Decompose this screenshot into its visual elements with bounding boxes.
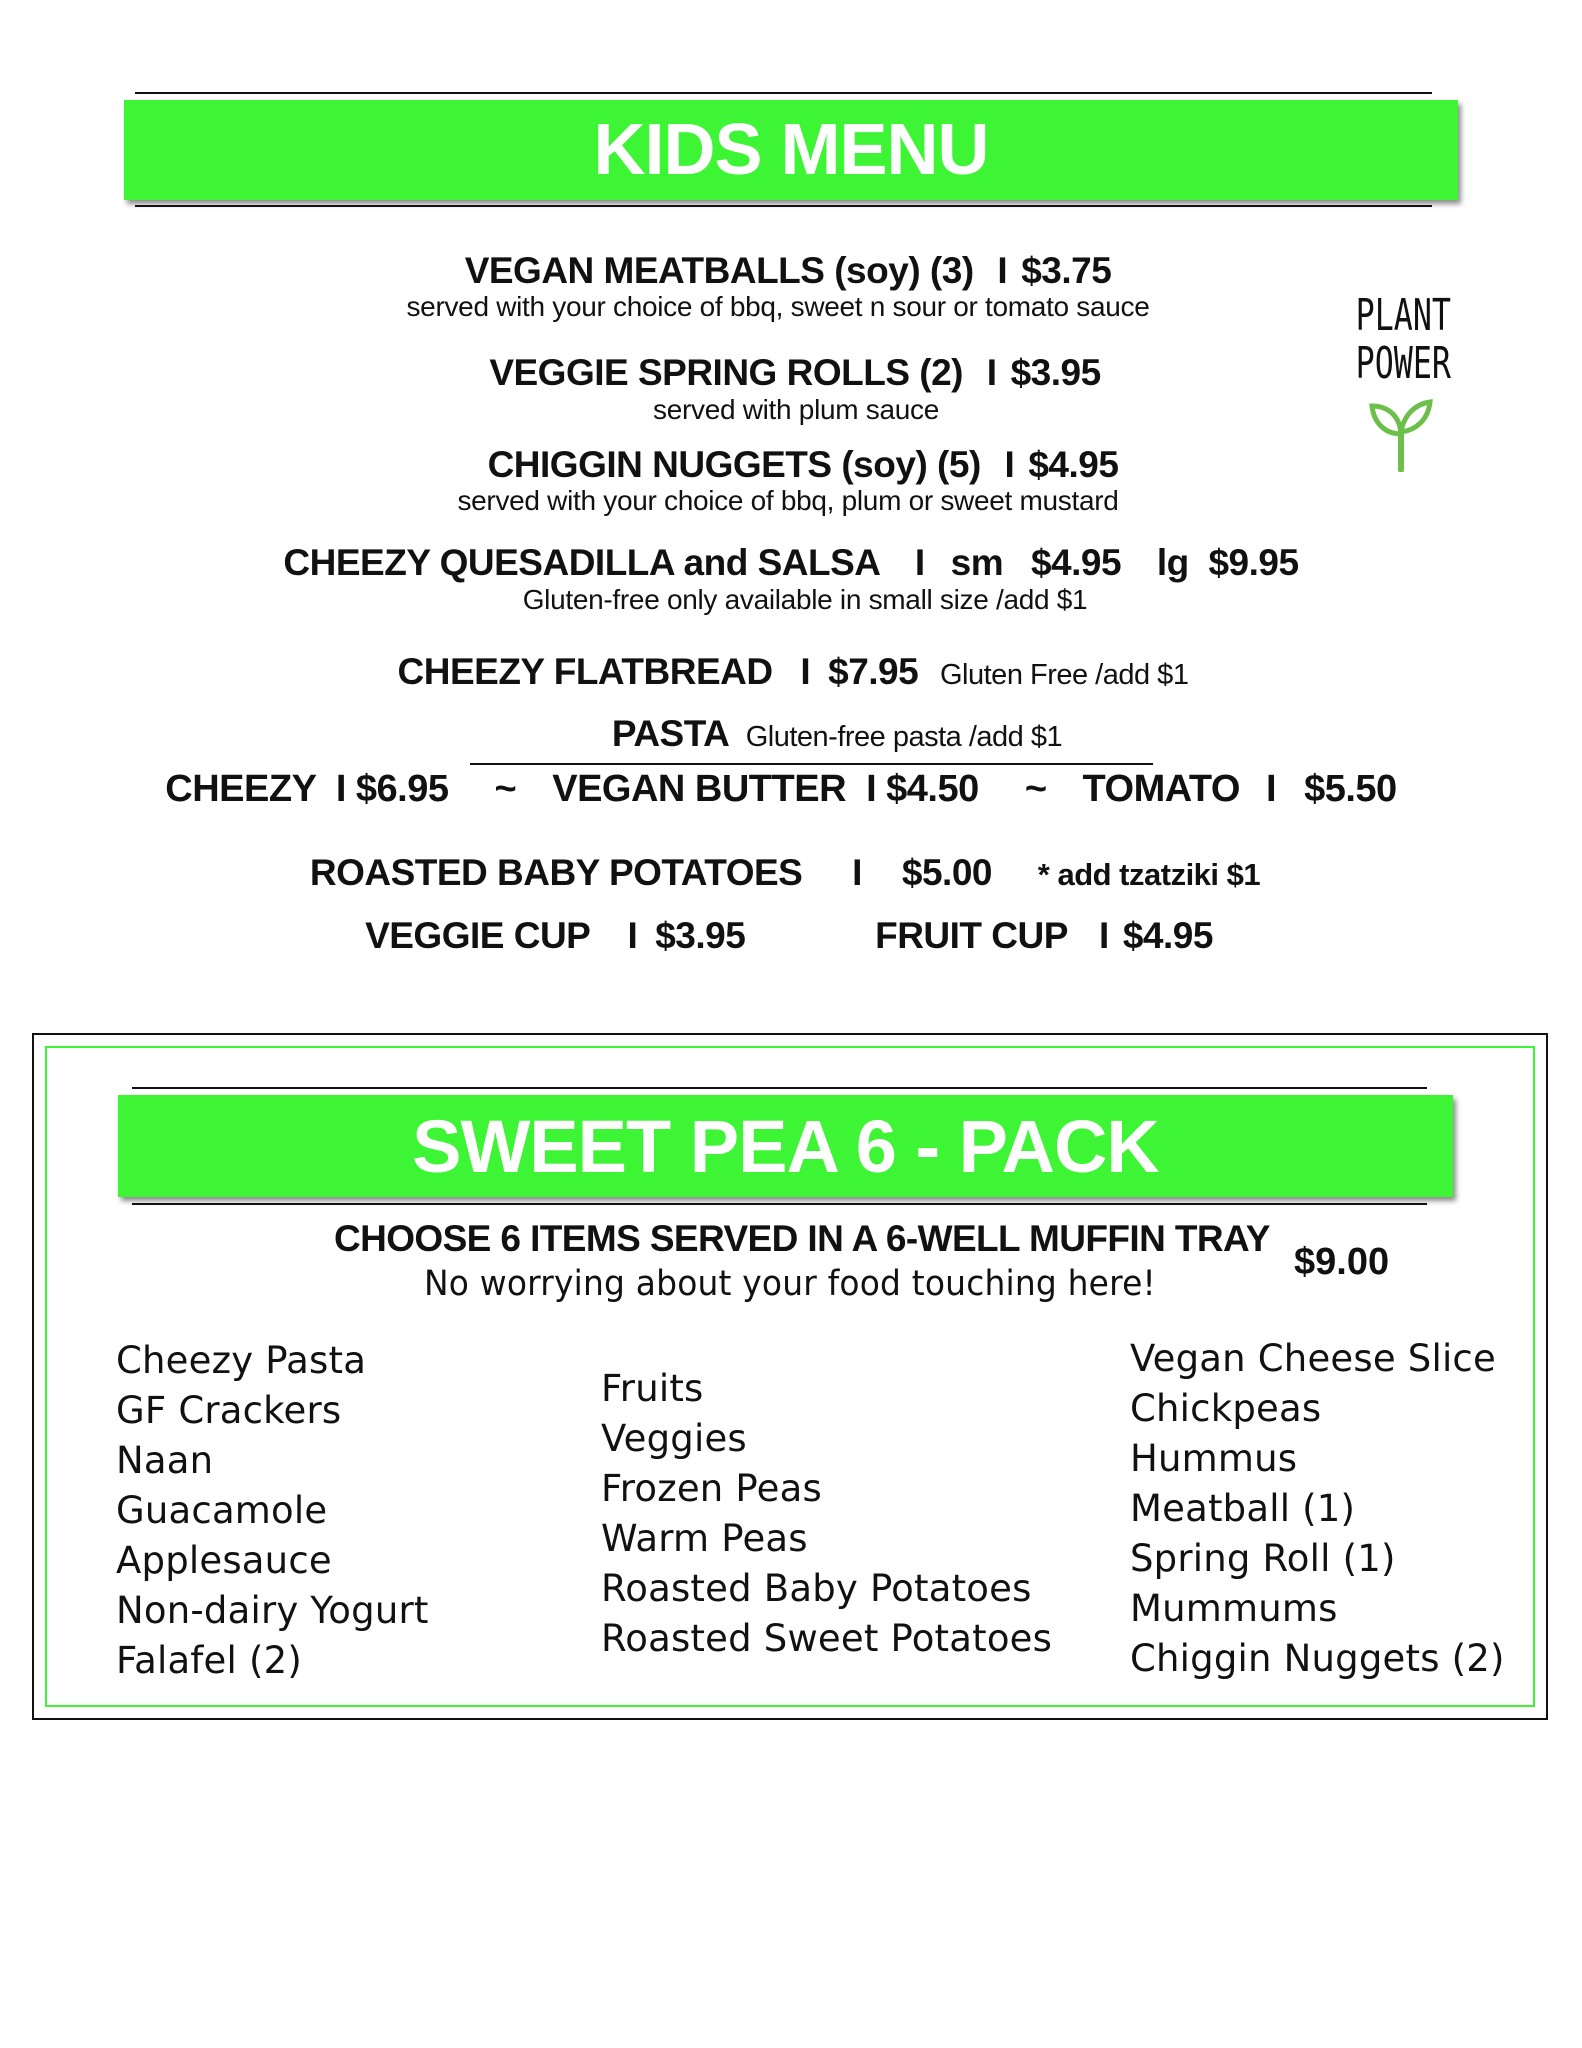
six-pack-column-1 (116, 1336, 429, 1686)
item-name: ROASTED BABY POTATOES (309, 852, 803, 893)
item-name: VEGAN MEATBALLS (soy) (3) (464, 250, 974, 291)
pasta-note: Gluten-free pasta /add $1 (745, 721, 1063, 753)
list-item: Spring Roll (1) (1130, 1537, 1396, 1580)
size-small-label: sm (950, 542, 1004, 583)
list-item: Warm Peas (601, 1517, 808, 1560)
menu-item-meatballs (0, 250, 1579, 292)
list-item: Falafel (2) (116, 1639, 302, 1682)
menu-item-potatoes (0, 852, 1576, 894)
veggie-cup-name: VEGGIE CUP (365, 915, 590, 956)
menu-item-quesadilla-note: Gluten-free only available in small size /add $1 (522, 584, 1088, 615)
kids-menu-top-rule (135, 92, 1432, 94)
list-item: Guacamole (116, 1489, 328, 1532)
list-item: Applesauce (116, 1539, 332, 1582)
list-item: Meatball (1) (1130, 1487, 1356, 1530)
six-pack-column-3 (1130, 1334, 1505, 1684)
item-price: $4.95 (1028, 444, 1119, 485)
separator: I (986, 352, 997, 393)
separator: I (1266, 768, 1277, 810)
list-item: Roasted Baby Potatoes (601, 1567, 1032, 1610)
separator: I (866, 768, 877, 810)
item-price: $5.00 (901, 852, 992, 893)
pasta-heading (46, 713, 1582, 755)
item-price: $7.95 (828, 651, 919, 692)
item-note: Gluten Free /add $1 (940, 659, 1189, 691)
list-item: Non-dairy Yogurt (116, 1589, 429, 1632)
six-pack-column-2 (601, 1364, 1052, 1664)
pasta-butter-price: $4.50 (886, 768, 979, 810)
six-pack-bottom-rule (132, 1203, 1427, 1205)
menu-item-meatballs-note: served with your choice of bbq, sweet n sour or tomato sauce (406, 291, 1150, 322)
list-item: Chickpeas (1130, 1387, 1322, 1430)
pasta-cheezy-price: $6.95 (355, 768, 449, 810)
fruit-cup-price: $4.95 (1122, 915, 1213, 956)
separator: I (800, 651, 811, 692)
six-pack-price: $9.00 (1294, 1241, 1390, 1283)
item-name: CHEEZY FLATBREAD (397, 651, 773, 692)
list-item: Naan (116, 1439, 214, 1482)
item-note: * add tzatziki $1 (1037, 857, 1261, 892)
menu-item-nuggets-note: served with your choice of bbq, plum or sweet mustard (457, 485, 1119, 516)
veggie-cup-price: $3.95 (655, 915, 746, 956)
six-pack-subline: No worrying about your food touching here! (424, 1264, 1156, 1304)
list-item: Mummums (1130, 1587, 1338, 1630)
pasta-options (0, 768, 1572, 811)
tilde-divider: ~ (1024, 768, 1047, 810)
pasta-tomato-name: TOMATO (1082, 768, 1240, 810)
item-name: CHIGGIN NUGGETS (soy) (5) (487, 444, 981, 485)
list-item: GF Crackers (116, 1389, 342, 1432)
size-large-label: lg (1156, 542, 1189, 583)
item-price: $3.75 (1021, 250, 1112, 291)
separator: I (997, 250, 1008, 291)
menu-item-flatbread (2, 651, 1582, 693)
kids-menu-banner (124, 100, 1458, 200)
six-pack-title: SWEET PEA 6 - PACK (412, 1104, 1159, 1188)
pasta-underline (470, 763, 1153, 765)
list-item: Hummus (1130, 1437, 1298, 1480)
plant-power-line1: PLANT (1355, 290, 1452, 341)
pasta-title: PASTA (611, 713, 728, 754)
six-pack-top-rule (132, 1087, 1427, 1089)
fruit-cup-name: FRUIT CUP (875, 915, 1068, 956)
list-item: Chiggin Nuggets (2) (1130, 1637, 1505, 1680)
six-pack-banner (118, 1095, 1453, 1197)
item-name: VEGGIE SPRING ROLLS (2) (489, 352, 964, 393)
separator: I (852, 852, 862, 893)
kids-menu-title: KIDS MENU (593, 110, 989, 190)
cups-row (0, 915, 1580, 957)
plant-power-badge (1338, 292, 1464, 477)
list-item: Cheezy Pasta (116, 1339, 367, 1382)
list-item: Vegan Cheese Slice (1130, 1337, 1496, 1380)
menu-item-quesadilla (0, 542, 1582, 584)
separator: I (1004, 444, 1015, 485)
size-large-price: $9.95 (1208, 542, 1299, 583)
pasta-tomato-price: $5.50 (1304, 768, 1397, 810)
pasta-butter-name: VEGAN BUTTER (552, 768, 847, 810)
separator: I (914, 542, 925, 583)
kids-menu-bottom-rule (135, 205, 1432, 207)
size-small-price: $4.95 (1030, 542, 1122, 583)
list-item: Fruits (601, 1367, 704, 1410)
menu-item-spring-rolls-note: served with plum sauce (653, 394, 939, 425)
item-price: $3.95 (1010, 352, 1101, 393)
sprout-icon (1366, 392, 1436, 472)
separator: I (1099, 915, 1109, 956)
six-pack-headline: CHOOSE 6 ITEMS SERVED IN A 6-WELL MUFFIN TRAY (334, 1218, 1270, 1259)
tilde-divider: ~ (494, 768, 517, 810)
list-item: Veggies (601, 1417, 747, 1460)
list-item: Roasted Sweet Potatoes (601, 1617, 1053, 1660)
plant-power-line2: POWER (1355, 338, 1452, 389)
list-item: Frozen Peas (601, 1467, 822, 1510)
separator: I (335, 768, 346, 810)
separator: I (627, 915, 638, 956)
item-name: CHEEZY QUESADILLA and SALSA (283, 542, 880, 583)
pasta-cheezy-name: CHEEZY (165, 768, 316, 810)
